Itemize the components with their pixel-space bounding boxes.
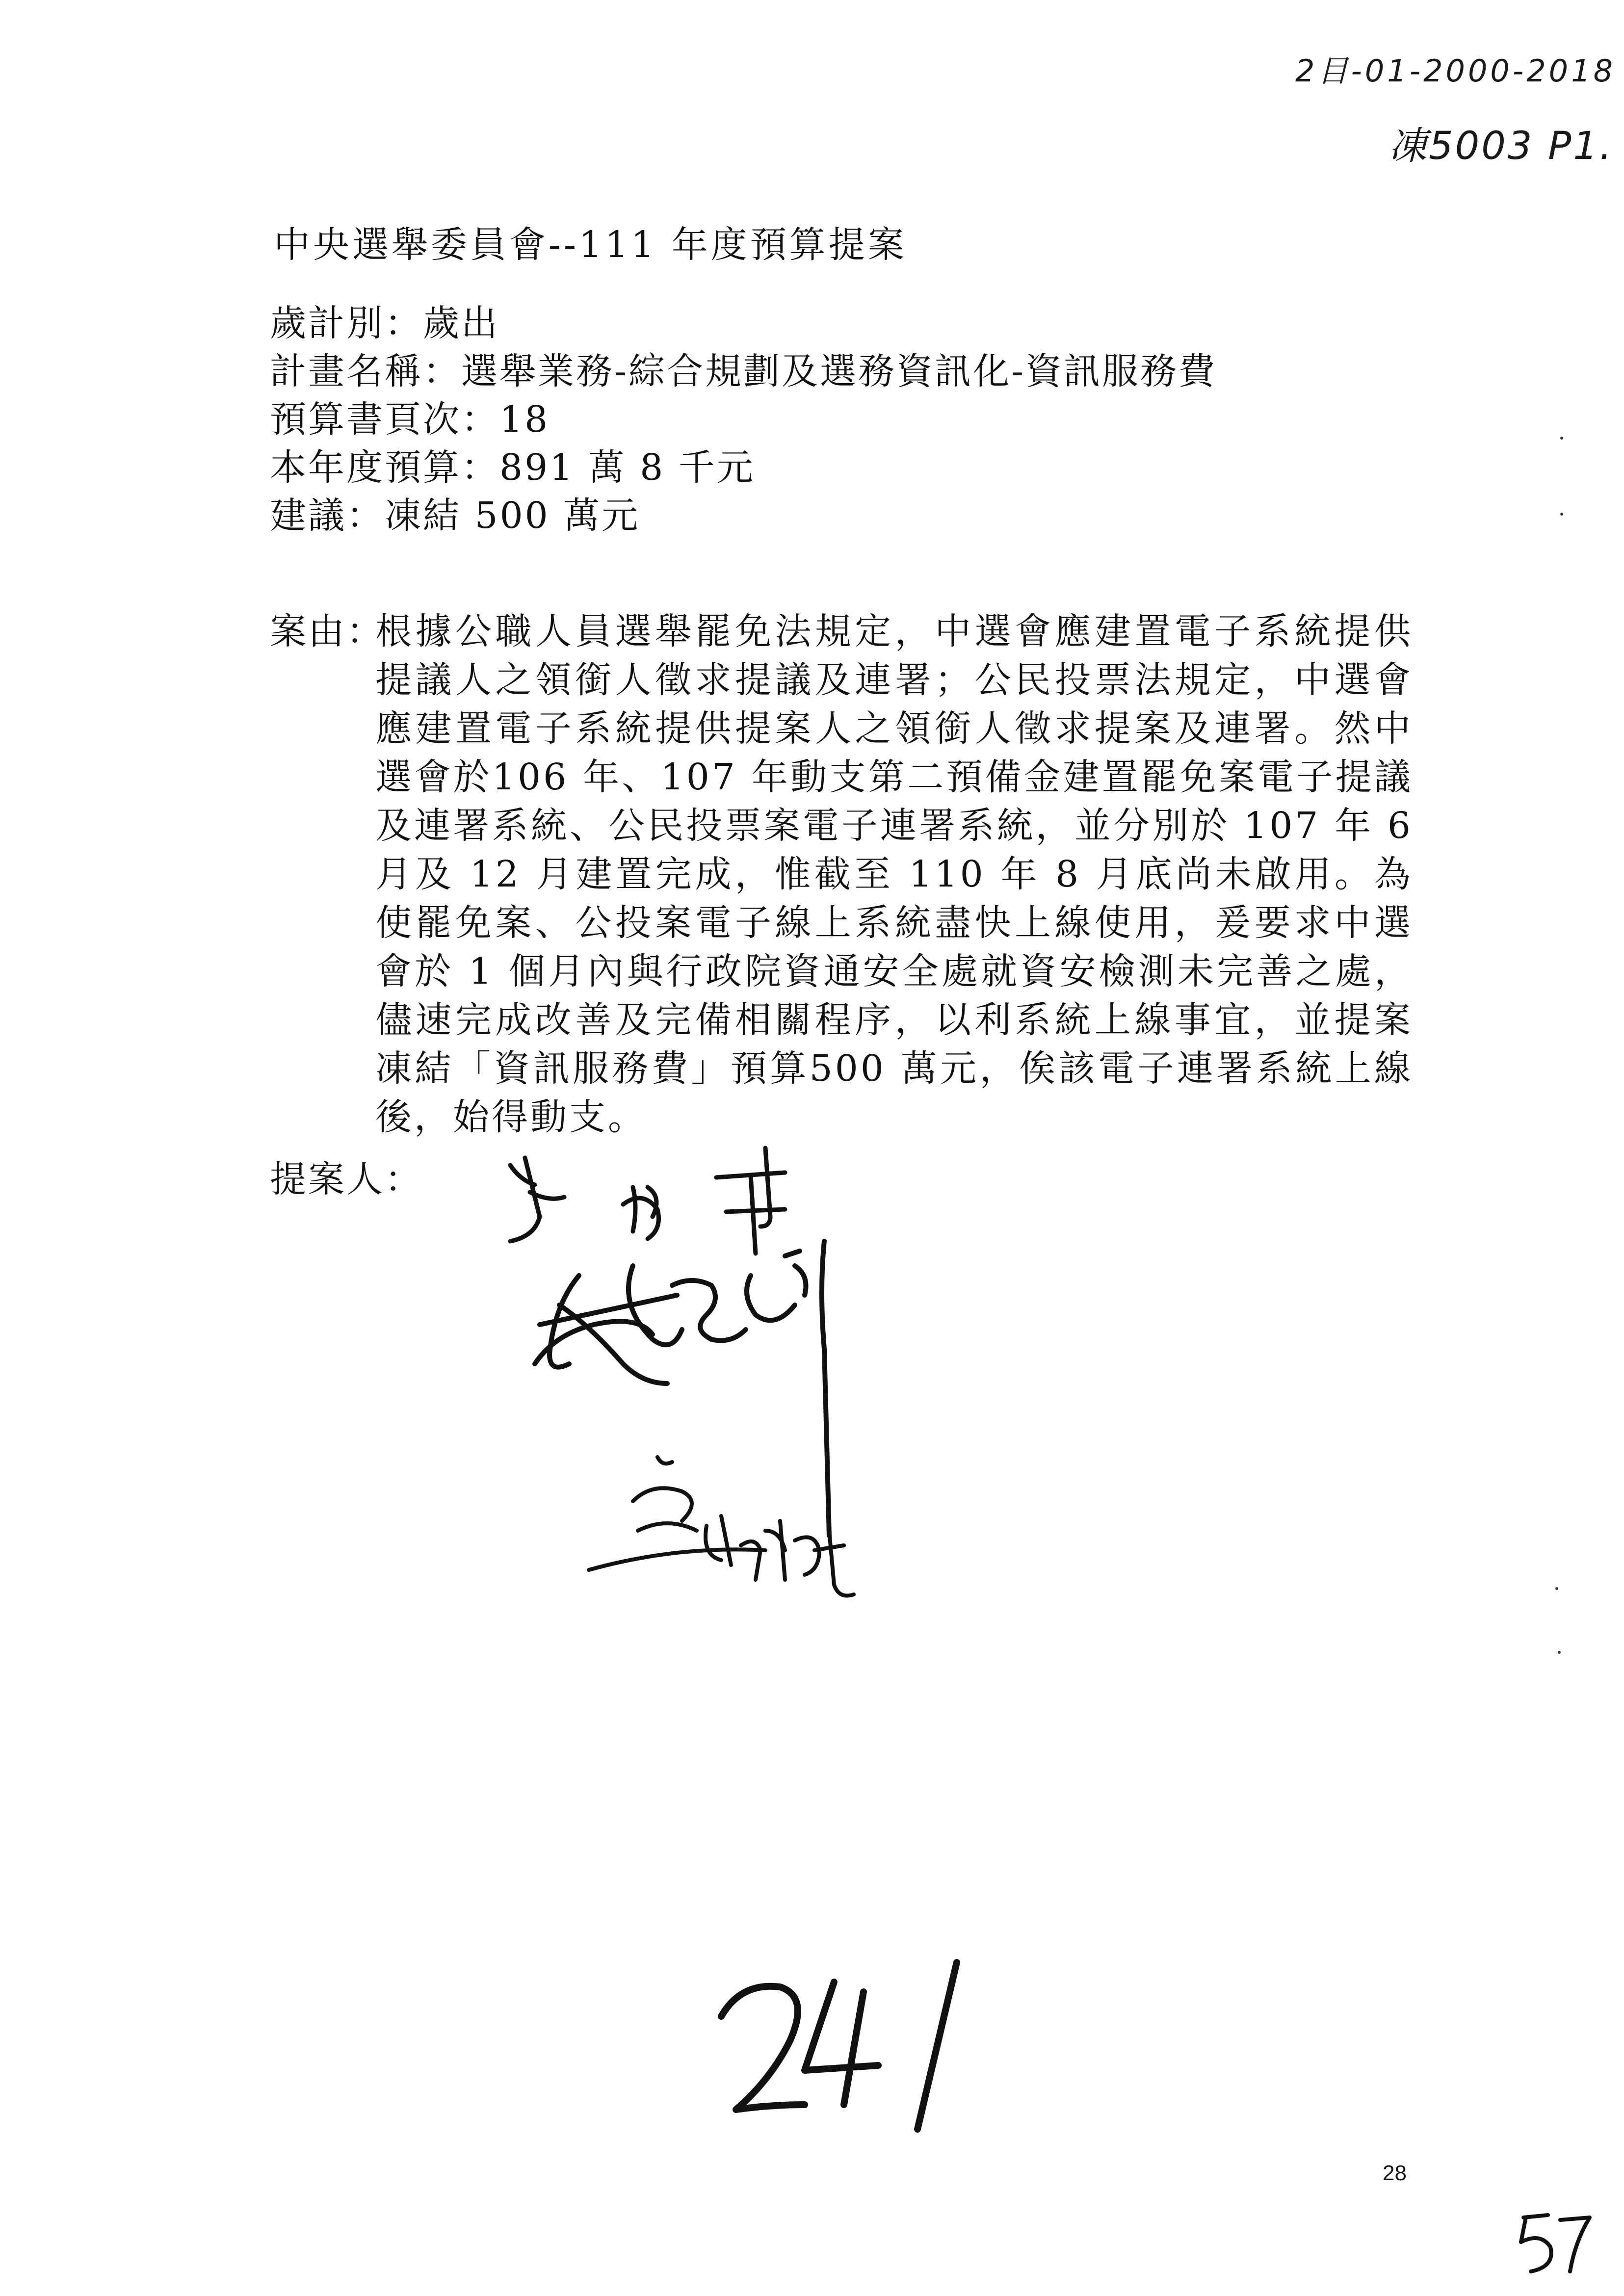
proposer-label: 提案人： <box>270 1158 423 1200</box>
handwritten-freeze-annotation: 凍5003 P1. <box>1388 124 1614 168</box>
meta-proposal: 建議：凍結 500 萬元 <box>270 495 640 537</box>
budget-meta-block <box>270 299 1217 540</box>
page-number: 28 <box>1383 2161 1407 2185</box>
meta-budget: 本年度預算：891 萬 8 千元 <box>270 446 755 489</box>
meta-account: 歲計別：歲出 <box>270 302 499 344</box>
handwritten-corner-mark <box>1521 2210 1590 2273</box>
reason-section <box>270 607 1413 1142</box>
meta-plan-name: 計畫名稱：選舉業務-綜合規劃及選務資訊化-資訊服務費 <box>270 350 1217 392</box>
handwritten-code-annotation: 2目-01-2000-2018 <box>1295 53 1616 89</box>
scan-speck <box>1560 437 1563 440</box>
scan-speck <box>1555 1587 1558 1590</box>
document-title: 中央選舉委員會--111 年度預算提案 <box>274 224 907 266</box>
scan-speck <box>1558 1651 1561 1654</box>
meta-page-ref: 預算書頁次：18 <box>270 398 550 441</box>
scan-speck <box>1560 513 1563 516</box>
reason-text: 根據公職人員選舉罷免法規定，中選會應建置電子系統提供提議人之領銜人徵求提議及連署；公民投票法規定，中選會應建置電子系統提供提案人之領銜人徵求提案及連署。然中選會於106 年、107 年動支第二預備金建置罷免案電子提議及連署系統、公民投票案電子連署系統，並分別於 107 年 6 月及 12 月建置完成，惟截至 110 年 8 月底尚未啟用。為使罷免案、公投案電子線上系統盡快上線使用，爰要求中選會於 1 個月內與行政院資通安全處就資安檢測未完善之處，儘速完成改善及完備相關程序，以利系統上線事宜，並提案凍結「資訊服務費」預算500 萬元，俟該電子連署系統上線後，始得動支。 <box>375 610 1413 1138</box>
signature-2 <box>535 1241 829 1536</box>
signature-1 <box>510 1148 785 1253</box>
signature-3 <box>589 1457 854 1596</box>
reason-label: 案由： <box>270 610 385 652</box>
handwritten-page-stamp <box>707 1957 1002 2129</box>
